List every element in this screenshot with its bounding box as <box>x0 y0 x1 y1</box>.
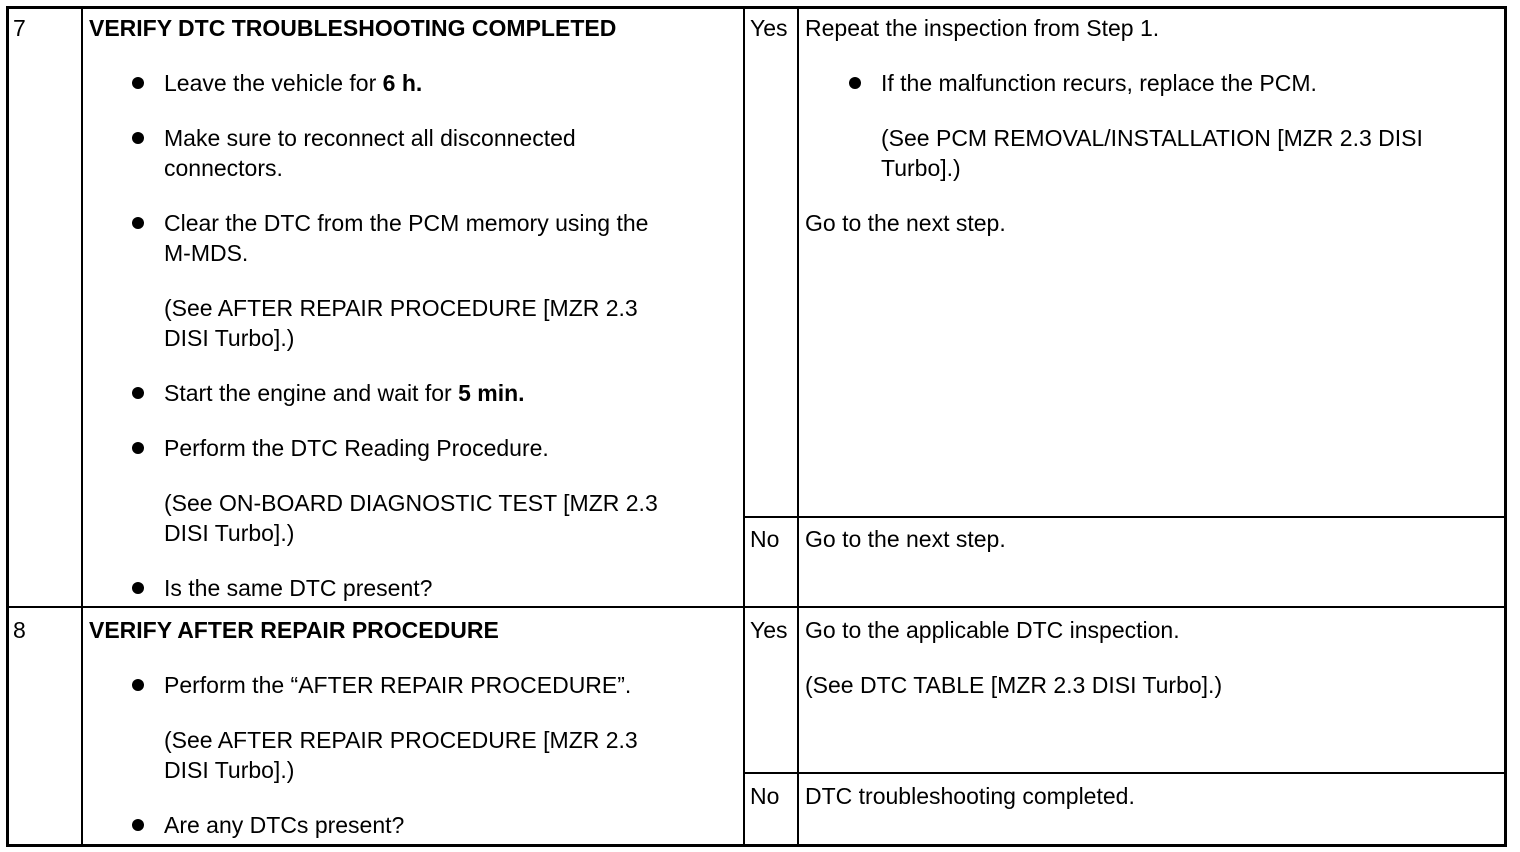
see-reference: (See ON-BOARD DIAGNOSTIC TEST [MZR 2.3 DISI Turbo].) <box>164 490 658 546</box>
see-reference: (See AFTER REPAIR PROCEDURE [MZR 2.3 DISI Turbo].) <box>164 295 638 351</box>
row-divider <box>6 606 1507 608</box>
list-item: Clear the DTC from the PCM memory using the M-MDS. <box>164 210 649 266</box>
see-reference: (See DTC TABLE [MZR 2.3 DISI Turbo].) <box>805 672 1223 698</box>
step-title: VERIFY AFTER REPAIR PROCEDURE <box>89 617 499 643</box>
step-number: 8 <box>13 617 26 643</box>
step-number: 7 <box>13 15 26 41</box>
no-action: DTC troubleshooting completed. <box>805 783 1135 809</box>
yes-no-divider <box>743 772 1507 774</box>
list-item: Perform the DTC Reading Procedure. <box>164 435 549 461</box>
list-item: Is the same DTC present? <box>164 575 433 601</box>
no-label: No <box>750 526 780 552</box>
yes-no-divider <box>743 516 1507 518</box>
list-item: Leave the vehicle for 6 h. <box>164 70 423 96</box>
yes-label: Yes <box>750 617 788 643</box>
list-item: Start the engine and wait for 5 min. <box>164 380 525 406</box>
list-item: Make sure to reconnect all disconnected connectors. <box>164 125 576 181</box>
yes-action: Go to the applicable DTC inspection. <box>805 617 1180 643</box>
yes-next: Go to the next step. <box>805 210 1006 236</box>
yes-action: Repeat the inspection from Step 1. <box>805 15 1160 41</box>
column-divider <box>743 6 745 847</box>
column-divider <box>81 6 83 847</box>
step-title: VERIFY DTC TROUBLESHOOTING COMPLETED <box>89 15 617 41</box>
see-reference: (See PCM REMOVAL/INSTALLATION [MZR 2.3 DISI Turbo].) <box>881 125 1423 181</box>
yes-label: Yes <box>750 15 788 41</box>
list-item: Perform the “AFTER REPAIR PROCEDURE”. <box>164 672 632 698</box>
no-action: Go to the next step. <box>805 526 1006 552</box>
yes-action-bullet: If the malfunction recurs, replace the PCM. <box>881 70 1317 96</box>
see-reference: (See AFTER REPAIR PROCEDURE [MZR 2.3 DISI Turbo].) <box>164 727 638 783</box>
list-item: Are any DTCs present? <box>164 812 405 838</box>
column-divider <box>797 6 799 847</box>
no-label: No <box>750 783 780 809</box>
